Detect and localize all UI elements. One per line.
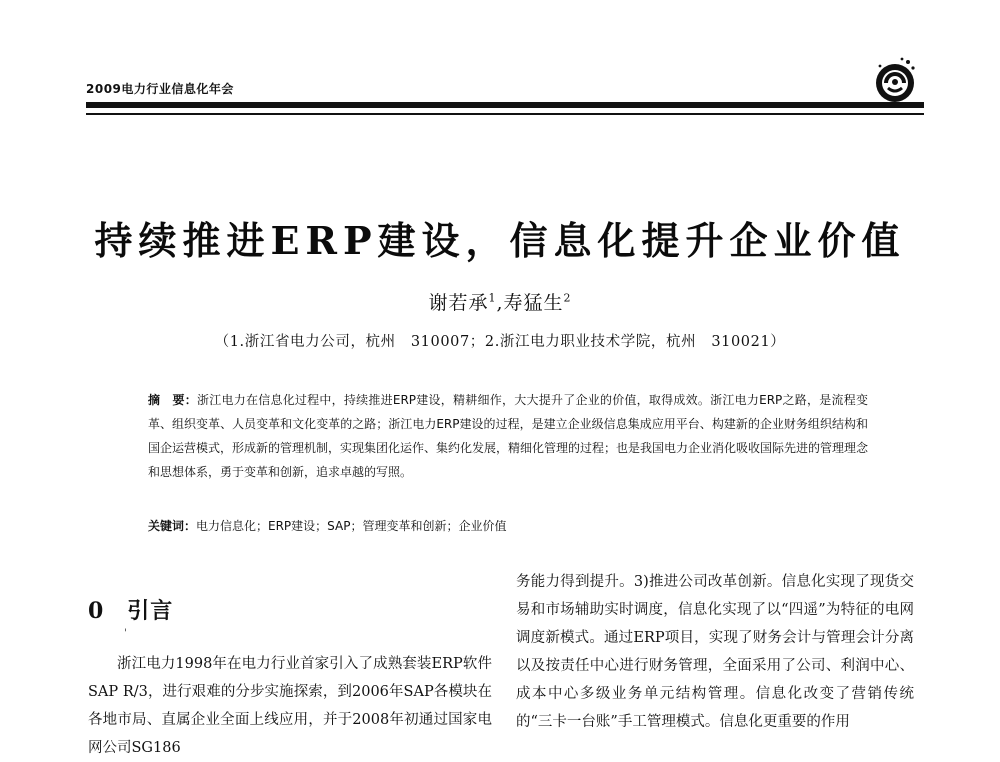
author-1: 谢若承 [428,292,489,314]
intro-paragraph: 浙江电力1998年在电力行业首家引入了成熟套装ERP软件SAP R/3，进行艰难的分步实施探索，到2006年SAP各模块在各地市局、直属企业全面上线应用，并于2008年初通过国家电网公司SG186 [88,656,492,756]
abstract-text: 浙江电力在信息化过程中，持续推进ERP建设，精耕细作，大大提升了企业的价值，取得成效。浙江电力ERP之路，是流程变革、组织变革、人员变革和文化变革的之路；浙江电力ERP建设的过程，是建立企业级信息集成应用平台、构建新的企业财务组织结构和国企运营模式，形成新的管理机制，实现集团化运作、集约化发展，精细化管理的过程；也是我国电力企业消化吸收国际先进的管理理念和思想体系，勇于变革和创新，追求卓越的写照。 [148,393,869,479]
keywords-text: 电力信息化；ERP建设；SAP；管理变革和创新；企业价值 [196,519,507,533]
author-affiliations: （1.浙江省电力公司，杭州 310007；2.浙江电力职业技术学院，杭州 310021） [214,334,786,350]
header-rule-thick [86,102,924,108]
abstract-block [148,388,868,484]
right-column-paragraph: 务能力得到提升。3)推进公司改革创新。信息化实现了现货交易和市场辅助实时调度，信息化实现了以“四遥”为特征的电网调度新模式。通过ERP项目，实现了财务会计与管理会计分离以及按责任中心进行财务管理，全面采用了公司、利润中心、成本中心多级业务单元结构管理。信息化改变了营销传统的“三卡一台账”手工管理模式。信息化更重要的作用 [516,574,914,730]
author-separator: , [496,292,504,314]
left-column-body [88,650,492,762]
author-1-mark: 1 [488,291,497,305]
right-column-body [516,568,914,736]
paper-title: 持续推进ERP建设，信息化提升企业价值 [94,218,906,263]
journal-header-title: 2009电力行业信息化年会 [86,82,234,96]
author-2: 寿猛生 [503,292,564,314]
keywords-block [148,514,868,538]
header-rule-thin [86,113,924,115]
paper-authors [0,288,1000,315]
abstract-label: 摘 要： [148,393,197,407]
section-heading-introduction: 0 引言 [88,598,174,624]
author-2-mark: 2 [563,291,572,305]
keywords-label: 关键词： [148,519,197,533]
stray-mark: ' [124,628,127,639]
